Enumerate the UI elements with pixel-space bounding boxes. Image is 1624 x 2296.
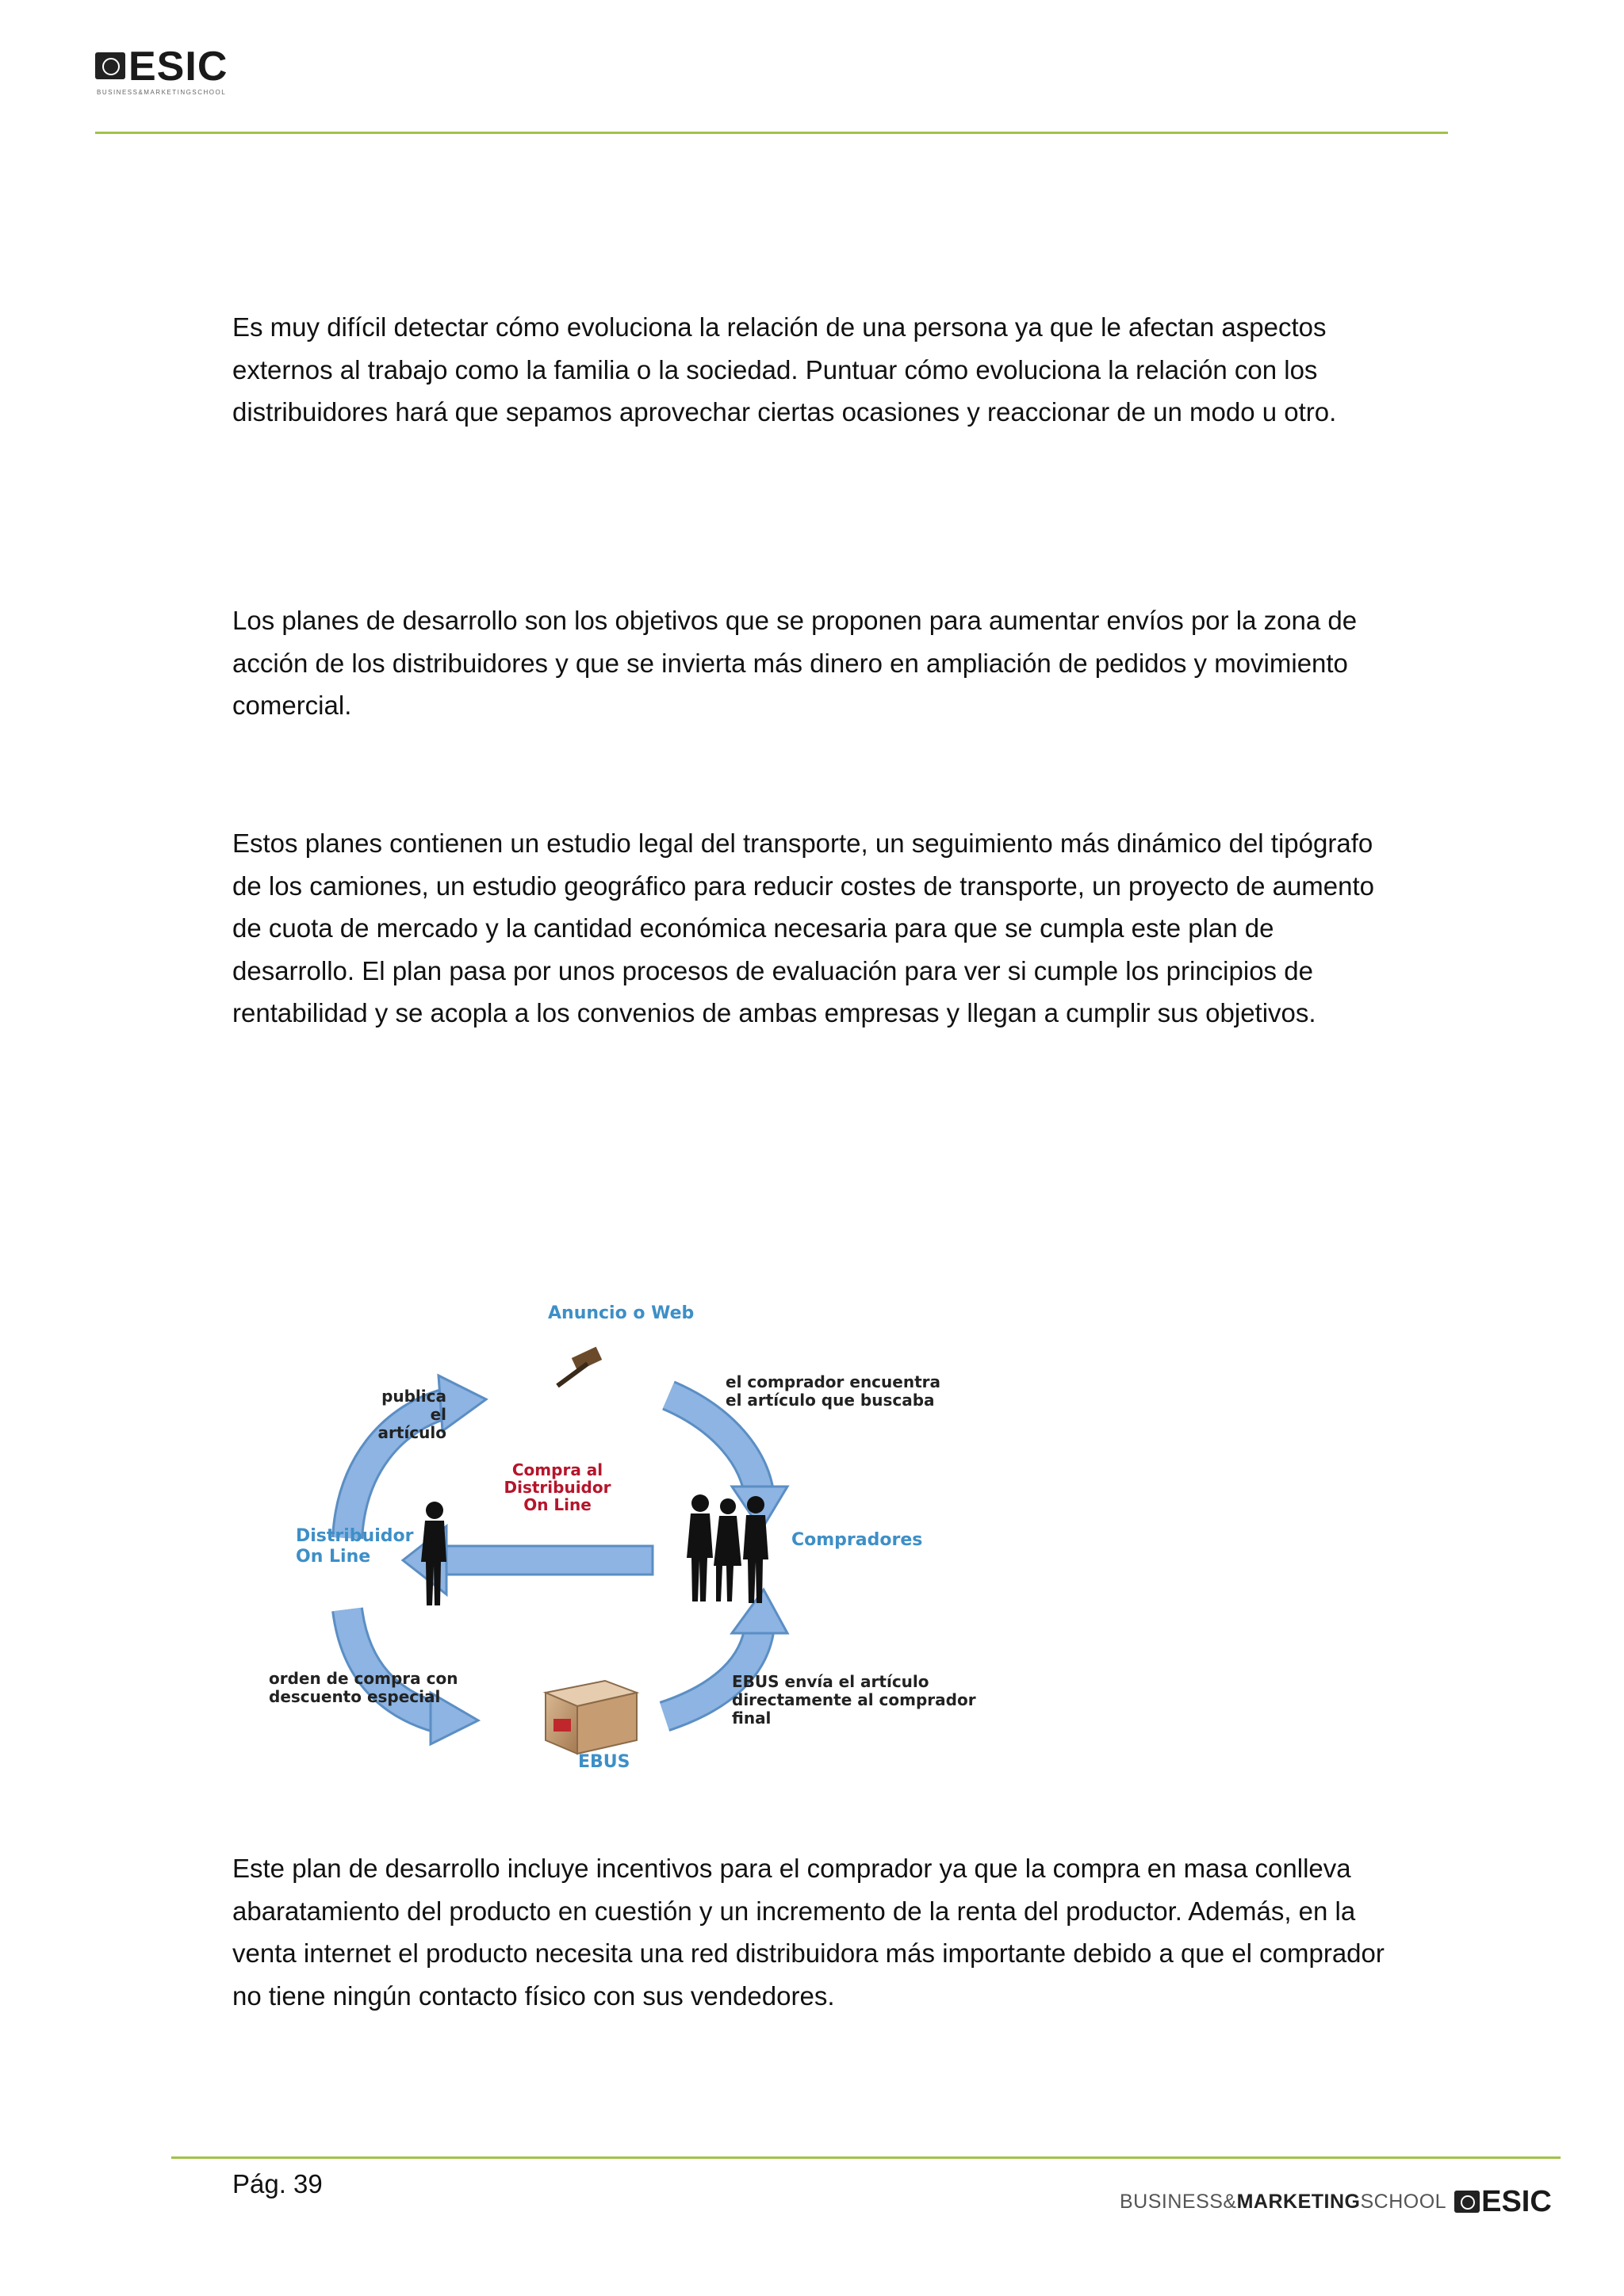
- esic-emblem-icon-footer: [1454, 2191, 1480, 2213]
- edge-label-purchase-order: orden de compra con descuento especial: [269, 1669, 458, 1706]
- esic-emblem-icon: [95, 52, 125, 79]
- page-number: Pág. 39: [232, 2169, 323, 2198]
- paragraph-development-plans: Los planes de desarrollo son los objetivos que se proponen para aumentar envíos por la zona de acción de los distribuidores y que se invierta más dinero en ampliación de pedidos y movimiento comercial.: [232, 606, 1358, 720]
- edge-label-buyer-finds: el comprador encuentra el artículo que buscaba: [726, 1372, 940, 1410]
- paragraph-incentives: Este plan de desarrollo incluye incentivos para el comprador ya que la compra en masa conlleva abaratamiento del producto en cuestión y un incremento de la renta del productor. Además, en la venta internet el producto necesita una red distribuidora más importante debido a que el comprador no tiene ningún contacto físico con sus vendedores.: [232, 1854, 1385, 2011]
- paragraph-relationship: Es muy difícil detectar cómo evoluciona la relación de una persona ya que le afectan aspectos externos al trabajo como la familia o la sociedad. Puntuar cómo evoluciona la relación con los distribuidores hará que sepamos aprovechar ciertas ocasiones y reaccionar de un modo u otro.: [232, 312, 1337, 427]
- buyers-group-icon: [687, 1494, 768, 1603]
- esic-logo-header: [95, 46, 254, 101]
- footer-brand-text: BUSINESS&MARKETINGSCHOOL: [1120, 2190, 1447, 2213]
- edge-label-ebus-ships: EBUS envía el artículo directamente al comprador final: [732, 1672, 976, 1728]
- esic-logo-footer: [1120, 2186, 1552, 2218]
- paragraph-plan-contents: Estos planes contienen un estudio legal del transporte, un seguimiento más dinámico del tipógrafo de los camiones, un estudio geográfico para reducir costes de transporte, un proyecto de aumento de cuota de mercado y la cantidad económica necesaria para que se cumpla este plan de desarrollo. El plan pasa por unos procesos de evaluación para ver si cumple los principios de rentabilidad y se acopla a los convenios de ambas empresas y llegan a cumplir sus objetivos.: [232, 828, 1375, 1027]
- edge-label-publish: publica el artículo: [377, 1387, 446, 1442]
- logo-word: ESIC: [128, 44, 228, 90]
- node-online-distributor: Distribuidor On Line: [296, 1526, 414, 1567]
- gavel-icon: [557, 1347, 602, 1386]
- footer-rule: [171, 2156, 1561, 2159]
- node-ad-or-web: Anuncio o Web: [548, 1303, 695, 1323]
- node-buyers: Compradores: [791, 1530, 923, 1550]
- ebus-box-icon: [546, 1681, 637, 1754]
- header-rule: [95, 132, 1448, 134]
- center-label-purchase: Compra al Distribuidor On Line: [504, 1460, 611, 1514]
- logo-subtitle: BUSINESS&MARKETINGSCHOOL: [97, 89, 227, 96]
- node-ebus: EBUS: [578, 1752, 630, 1772]
- distribution-cycle-diagram: [232, 1292, 1017, 1784]
- footer-logo-word: ESIC: [1481, 2185, 1552, 2218]
